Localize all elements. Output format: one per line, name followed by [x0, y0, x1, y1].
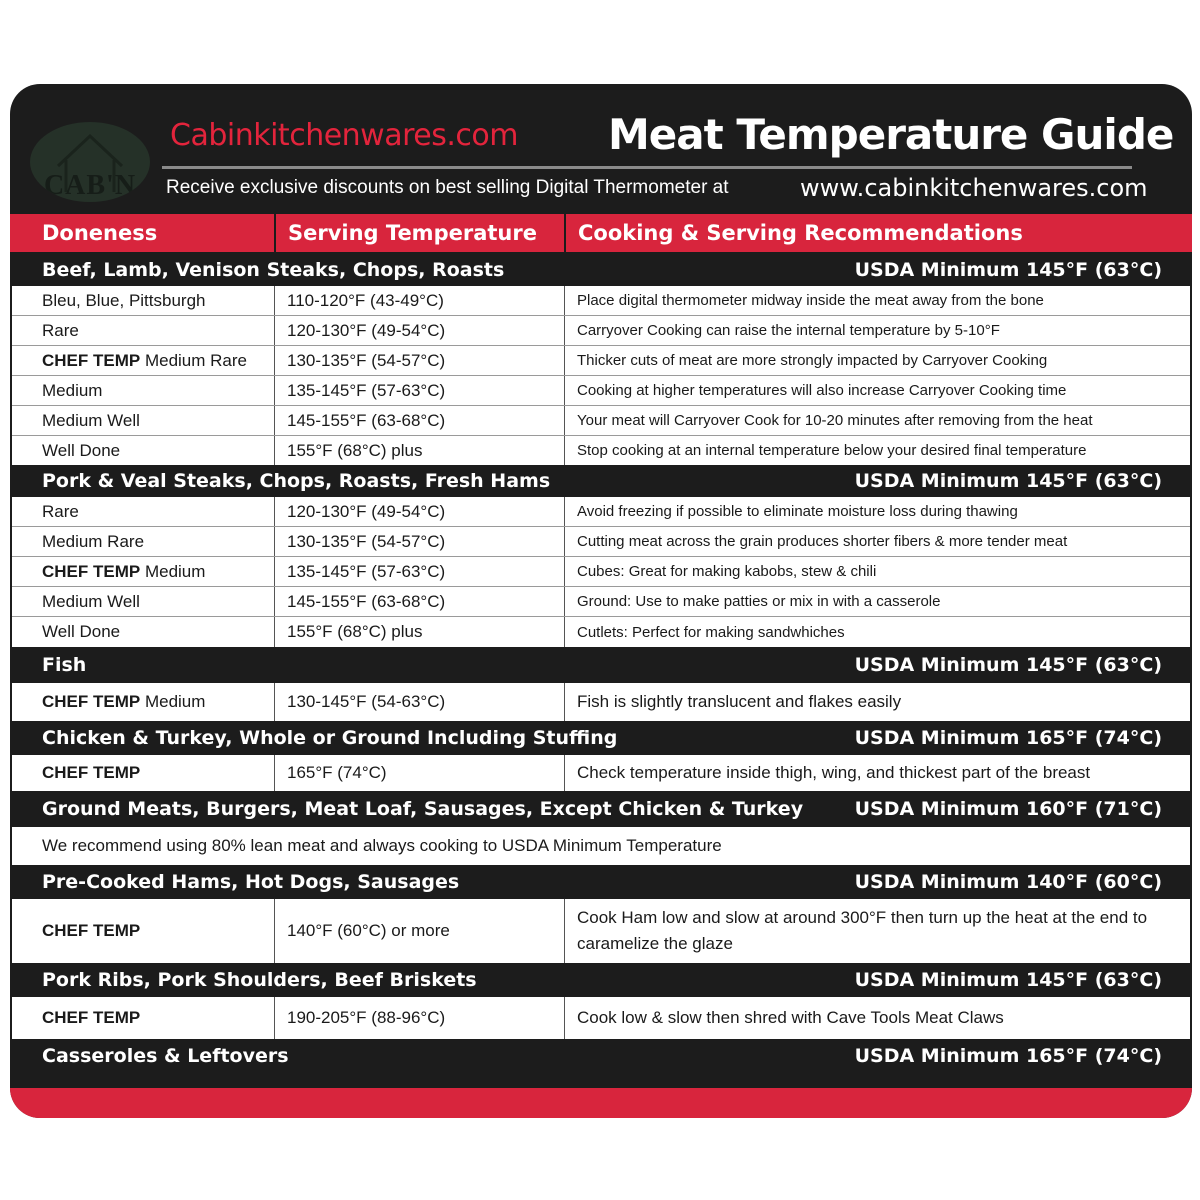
- footer-band: [10, 1088, 1192, 1118]
- doneness-cell: [42, 683, 272, 721]
- section-minimum: USDA Minimum 165°F (74°C): [854, 1045, 1162, 1067]
- section-minimum: USDA Minimum 165°F (74°C): [854, 727, 1162, 749]
- section-header: [10, 865, 1192, 899]
- temperature-table: [10, 214, 1192, 1073]
- guide-header: [10, 84, 1192, 214]
- recommendation-cell: Your meat will Carryover Cook for 10-20 minutes after removing from the heat: [564, 406, 1188, 435]
- section-header: [10, 647, 1192, 683]
- section-header: [10, 1039, 1192, 1073]
- recommendation-cell: Ground: Use to make patties or mix in with a casserole: [564, 587, 1188, 616]
- section-title: Pork Ribs, Pork Shoulders, Beef Briskets: [42, 969, 477, 991]
- doneness-cell: [42, 376, 272, 405]
- column-header-recommendations: Cooking & Serving Recommendations: [564, 214, 1023, 252]
- table-row: [12, 527, 1190, 557]
- doneness-text: Medium Rare: [140, 350, 247, 370]
- serving-temp-cell: 130-135°F (54-57°C): [274, 527, 554, 556]
- doneness-text: Medium: [140, 692, 206, 711]
- serving-temp-cell: 190-205°F (88-96°C): [274, 997, 554, 1039]
- table-row: [12, 346, 1190, 376]
- table-row: [12, 557, 1190, 587]
- doneness-cell: [42, 497, 272, 526]
- column-header-row: [10, 214, 1192, 254]
- column-header-serving-temperature: Serving Temperature: [274, 214, 537, 252]
- tagline: Receive exclusive discounts on best selling Digital Thermometer at: [166, 177, 729, 198]
- recommendation-cell: Place digital thermometer midway inside the meat away from the bone: [564, 286, 1188, 315]
- section-title: Pork & Veal Steaks, Chops, Roasts, Fresh Hams: [42, 470, 551, 492]
- recommendation-cell: Carryover Cooking can raise the internal temperature by 5-10°F: [564, 316, 1188, 345]
- section-title: Pre-Cooked Hams, Hot Dogs, Sausages: [42, 871, 460, 893]
- chef-temp-label: CHEF TEMP: [42, 1008, 141, 1027]
- serving-temp-cell: 135-145°F (57-63°C): [274, 376, 554, 405]
- serving-temp-cell: 140°F (60°C) or more: [274, 899, 554, 963]
- doneness-cell: [42, 406, 272, 435]
- section-header: [10, 791, 1192, 827]
- table-row: [12, 286, 1190, 316]
- recommendation-cell: Avoid freezing if possible to eliminate moisture loss during thawing: [564, 497, 1188, 526]
- doneness-text: Medium Rare: [42, 531, 145, 551]
- recommendation-cell: Cooking at higher temperatures will also increase Carryover Cooking time: [564, 376, 1188, 405]
- doneness-cell: [42, 286, 272, 315]
- doneness-cell: [42, 436, 272, 465]
- table-row: [12, 997, 1190, 1039]
- recommendation-cell: Cook Ham low and slow at around 300°F then turn up the heat at the end to caramelize the glaze: [564, 899, 1188, 963]
- table-row: [12, 899, 1190, 963]
- table-row: [12, 683, 1190, 721]
- doneness-text: Rare: [42, 320, 79, 340]
- doneness-cell: [42, 755, 272, 791]
- section-header: [10, 721, 1192, 755]
- section-note: We recommend using 80% lean meat and always cooking to USDA Minimum Temperature: [42, 836, 722, 855]
- site-url: www.cabinkitchenwares.com: [800, 174, 1148, 202]
- cabin-logo: [30, 122, 150, 202]
- doneness-cell: [42, 316, 272, 345]
- section-title: Casseroles & Leftovers: [42, 1045, 289, 1067]
- section-title: Fish: [42, 654, 87, 676]
- chef-temp-label: CHEF TEMP: [42, 561, 141, 581]
- serving-temp-cell: 135-145°F (57-63°C): [274, 557, 554, 586]
- section-title: Ground Meats, Burgers, Meat Loaf, Sausages, Except Chicken & Turkey: [42, 798, 804, 820]
- doneness-text: Well Done: [42, 622, 121, 641]
- doneness-text: Medium Well: [42, 591, 140, 611]
- serving-temp-cell: 145-155°F (63-68°C): [274, 587, 554, 616]
- table-row: [12, 406, 1190, 436]
- chef-temp-label: CHEF TEMP: [42, 692, 141, 711]
- section-header: [10, 254, 1192, 286]
- table-row: [12, 376, 1190, 406]
- doneness-cell: [42, 527, 272, 556]
- serving-temp-cell: 120-130°F (49-54°C): [274, 316, 554, 345]
- table-row: [12, 497, 1190, 527]
- header-divider: [162, 166, 1132, 169]
- doneness-cell: [42, 557, 272, 586]
- recommendation-cell: Cutting meat across the grain produces shorter fibers & more tender meat: [564, 527, 1188, 556]
- doneness-cell: [42, 899, 272, 963]
- serving-temp-cell: 165°F (74°C): [274, 755, 554, 791]
- doneness-text: Bleu, Blue, Pittsburgh: [42, 290, 206, 310]
- section-header: [10, 465, 1192, 497]
- chef-temp-label: CHEF TEMP: [42, 763, 141, 782]
- section-minimum: USDA Minimum 140°F (60°C): [854, 871, 1162, 893]
- doneness-cell: [42, 997, 272, 1039]
- page-title: Meat Temperature Guide: [608, 110, 1174, 159]
- serving-temp-cell: 145-155°F (63-68°C): [274, 406, 554, 435]
- recommendation-cell: Cook low & slow then shred with Cave Tools Meat Claws: [564, 997, 1188, 1039]
- table-row: [12, 827, 1190, 865]
- serving-temp-cell: 110-120°F (43-49°C): [274, 286, 554, 315]
- recommendation-cell: Check temperature inside thigh, wing, and thickest part of the breast: [564, 755, 1188, 791]
- temperature-guide-card: [10, 84, 1192, 1118]
- recommendation-cell: Cutlets: Perfect for making sandwhiches: [564, 617, 1188, 647]
- doneness-cell: [42, 617, 272, 647]
- section-header: [10, 963, 1192, 997]
- doneness-cell: [42, 587, 272, 616]
- chef-temp-label: CHEF TEMP: [42, 350, 141, 370]
- serving-temp-cell: 130-145°F (54-63°C): [274, 683, 554, 721]
- serving-temp-cell: 120-130°F (49-54°C): [274, 497, 554, 526]
- column-header-doneness: Doneness: [42, 221, 158, 245]
- serving-temp-cell: 130-135°F (54-57°C): [274, 346, 554, 375]
- table-row: [12, 587, 1190, 617]
- table-row: [12, 436, 1190, 465]
- doneness-text: Medium Well: [42, 410, 140, 430]
- serving-temp-cell: 155°F (68°C) plus: [274, 617, 554, 647]
- section-minimum: USDA Minimum 160°F (71°C): [854, 798, 1162, 820]
- recommendation-cell: Fish is slightly translucent and flakes easily: [564, 683, 1188, 721]
- doneness-text: Rare: [42, 501, 79, 521]
- serving-temp-cell: 155°F (68°C) plus: [274, 436, 554, 465]
- site-name: Cabinkitchenwares.com: [170, 118, 518, 153]
- section-minimum: USDA Minimum 145°F (63°C): [854, 470, 1162, 492]
- chef-temp-label: CHEF TEMP: [42, 921, 141, 940]
- recommendation-cell: Thicker cuts of meat are more strongly impacted by Carryover Cooking: [564, 346, 1188, 375]
- section-minimum: USDA Minimum 145°F (63°C): [854, 259, 1162, 281]
- section-title: Beef, Lamb, Venison Steaks, Chops, Roasts: [42, 259, 505, 281]
- doneness-text: Well Done: [42, 440, 121, 460]
- table-row: [12, 617, 1190, 647]
- recommendation-cell: Stop cooking at an internal temperature below your desired final temperature: [564, 436, 1188, 465]
- section-title: Chicken & Turkey, Whole or Ground Including Stuffing: [42, 727, 618, 749]
- doneness-text: Medium: [140, 561, 206, 581]
- logo-text: CAB'N: [43, 170, 137, 201]
- recommendation-cell: Cubes: Great for making kabobs, stew & chili: [564, 557, 1188, 586]
- table-row: [12, 316, 1190, 346]
- table-row: [12, 755, 1190, 791]
- section-minimum: USDA Minimum 145°F (63°C): [854, 654, 1162, 676]
- doneness-cell: [42, 346, 272, 375]
- doneness-text: Medium: [42, 380, 103, 400]
- section-minimum: USDA Minimum 145°F (63°C): [854, 969, 1162, 991]
